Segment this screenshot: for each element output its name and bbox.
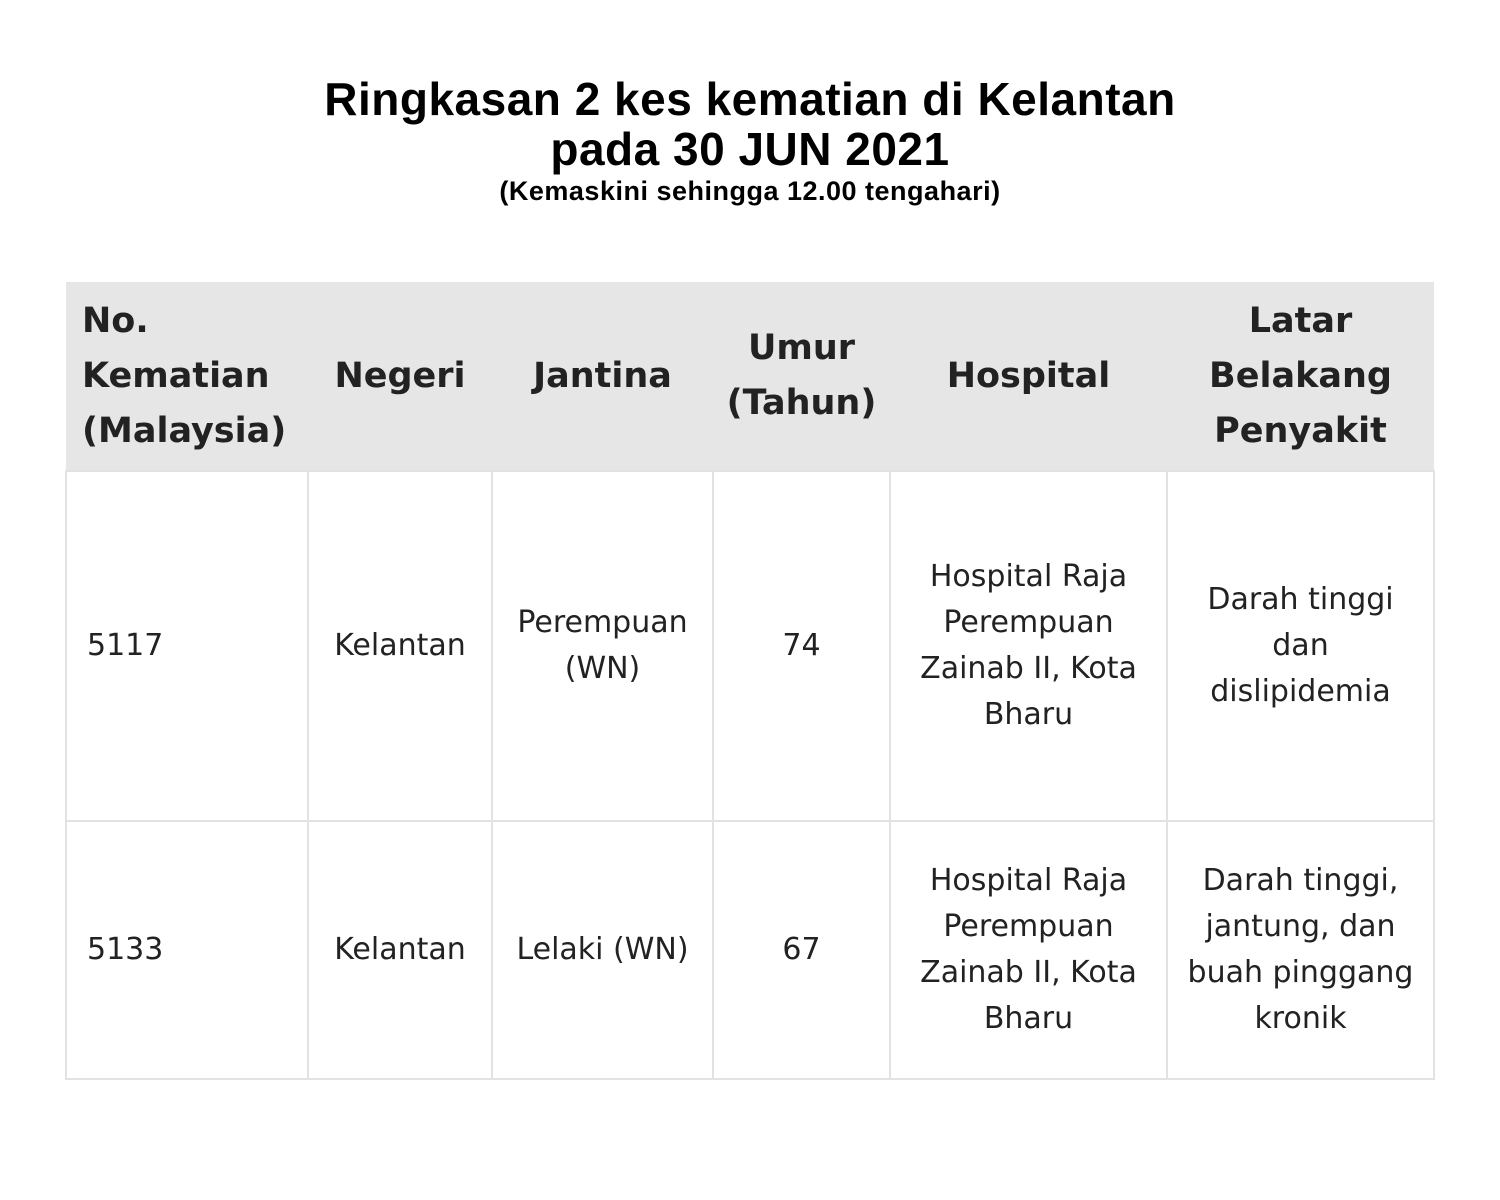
cell-hospital: Hospital Raja Perempuan Zainab II, Kota Bharu: [890, 821, 1167, 1079]
table-body: [66, 471, 1434, 1079]
page-subtitle: (Kemaskini sehingga 12.00 tengahari): [499, 176, 1001, 206]
deaths-table: [65, 282, 1435, 1080]
page-title-line-2: pada 30 JUN 2021: [550, 123, 950, 175]
header-jantina: Jantina: [492, 282, 713, 471]
header-latar-belakang: Latar Belakang Penyakit: [1167, 282, 1434, 471]
cell-no-kematian: 5117: [66, 471, 308, 821]
page-title-line-1: Ringkasan 2 kes kematian di Kelantan: [324, 73, 1176, 125]
cell-hospital: Hospital Raja Perempuan Zainab II, Kota Bharu: [890, 471, 1167, 821]
header-umur: Umur (Tahun): [713, 282, 890, 471]
title-block: [0, 74, 1500, 208]
cell-latar-belakang: Darah tinggi, jantung, dan buah pinggang kronik: [1167, 821, 1434, 1079]
cell-no-kematian: 5133: [66, 821, 308, 1079]
table-row: [66, 821, 1434, 1079]
cell-umur: 74: [713, 471, 890, 821]
header-hospital: Hospital: [890, 282, 1167, 471]
cell-negeri: Kelantan: [308, 471, 492, 821]
cell-jantina: Lelaki (WN): [492, 821, 713, 1079]
header-row: [66, 282, 1434, 471]
header-no-kematian: No. Kematian (Malaysia): [66, 282, 308, 471]
table-row: [66, 471, 1434, 821]
cell-latar-belakang: Darah tinggi dan dislipidemia: [1167, 471, 1434, 821]
cell-jantina: Perempuan (WN): [492, 471, 713, 821]
table-header: [66, 282, 1434, 471]
cell-umur: 67: [713, 821, 890, 1079]
cell-negeri: Kelantan: [308, 821, 492, 1079]
header-negeri: Negeri: [308, 282, 492, 471]
